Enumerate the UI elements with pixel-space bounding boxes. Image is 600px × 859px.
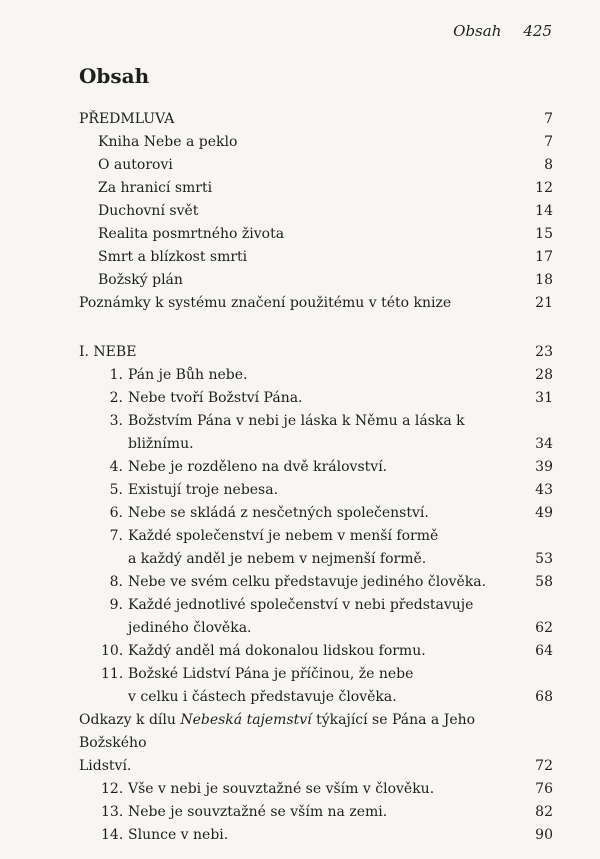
toc-entry-page: 49 <box>535 505 553 521</box>
toc-entry-page: 76 <box>535 781 553 797</box>
toc-entry-page: 31 <box>535 390 553 406</box>
toc-entry-page: 62 <box>535 620 553 636</box>
toc-entry <box>79 525 553 571</box>
toc-entry-text: I. NEBE <box>79 344 137 360</box>
toc-entry-text: týkající se Pána a Jeho Božského <box>79 712 476 751</box>
toc-entry-page: 82 <box>535 804 553 820</box>
toc-entry-text: Každý anděl má dokonalou lidskou formu. <box>128 643 426 659</box>
toc-entry-text: Lidství. <box>79 758 132 774</box>
toc-entry-text: Nebe se skládá z nesčetných společenství. <box>128 505 429 521</box>
toc-entry-text: Duchovní svět <box>98 203 199 219</box>
toc-entry-number: 10. <box>101 643 124 659</box>
toc-entry-text: O autorovi <box>98 157 173 173</box>
toc-entry-page: 8 <box>544 157 553 173</box>
toc-entry-number: 2. <box>109 390 123 406</box>
toc-entry-text: Každé společenství je nebem v menší formě <box>128 528 439 544</box>
toc-entry <box>79 479 553 502</box>
toc-entry-number: 9. <box>109 597 123 613</box>
toc-entry-text: Realita posmrtného života <box>98 226 285 242</box>
toc-entry-text: Nebe je souvztažné se vším na zemi. <box>128 804 388 820</box>
toc-entry <box>79 341 553 364</box>
toc-entry <box>79 246 553 269</box>
toc-entry-page: 64 <box>535 643 553 659</box>
page-title: Obsah <box>79 64 150 88</box>
toc-entry-text: jediného člověka. <box>128 620 252 636</box>
toc-entry-number: 12. <box>101 781 124 797</box>
toc-entry-text: PŘEDMLUVA <box>79 111 175 127</box>
toc-entry <box>79 663 553 709</box>
toc-entry-text: Slunce v nebi. <box>128 827 229 843</box>
toc-entry-text: Božstvím Pána v nebi je láska k Němu a láska k bližnímu. <box>128 413 465 452</box>
toc-entry <box>79 778 553 801</box>
toc-entry-number: 8. <box>109 574 123 590</box>
toc-entry-text: Božské Lidství Pána je příčinou, že nebe <box>128 666 414 682</box>
toc-entry-text: Existují troje nebesa. <box>128 482 279 498</box>
toc-entry <box>79 456 553 479</box>
toc-entry-text: Odkazy k dílu <box>79 712 181 728</box>
toc-entry-text: Každé jednotlivé společenství v nebi představuje <box>128 597 474 613</box>
toc-entry-page: 15 <box>535 226 553 242</box>
toc-entry <box>79 292 553 315</box>
toc-entry <box>79 177 553 200</box>
toc-entry-page: 43 <box>535 482 553 498</box>
toc-entry <box>79 131 553 154</box>
toc-entry-text: Nebe je rozděleno na dvě království. <box>128 459 388 475</box>
toc-entry-page: 12 <box>535 180 553 196</box>
toc-entry-number: 5. <box>109 482 123 498</box>
toc-entry <box>79 571 553 594</box>
toc-entry-page: 72 <box>535 758 553 774</box>
toc-entry <box>79 108 553 131</box>
toc-entry-text: Nebe ve svém celku představuje jediného člověka. <box>128 574 487 590</box>
toc-entry-page: 39 <box>535 459 553 475</box>
toc-entry-text: Smrt a blízkost smrti <box>98 249 248 265</box>
toc-entry-text: Za hranicí smrti <box>98 180 213 196</box>
toc-entry-number: 1. <box>109 367 123 383</box>
running-head-title: Obsah <box>453 22 502 40</box>
page-number: 425 <box>523 22 552 40</box>
toc-entry-number: 14. <box>101 827 124 843</box>
toc-entry-text: a každý anděl je nebem v nejmenší formě. <box>128 551 427 567</box>
running-head <box>453 22 552 40</box>
toc-entry-page: 23 <box>535 344 553 360</box>
toc-entry <box>79 364 553 387</box>
toc-entry-page: 90 <box>535 827 553 843</box>
toc-entry-page: 14 <box>535 203 553 219</box>
toc-entry-page: 7 <box>544 134 553 150</box>
toc-entry-text: Nebe tvoří Božství Pána. <box>128 390 303 406</box>
toc-entry <box>79 154 553 177</box>
toc-entry <box>79 640 553 663</box>
toc-entry <box>79 594 553 640</box>
toc-entry <box>79 223 553 246</box>
toc-entry <box>79 801 553 824</box>
table-of-contents <box>79 108 553 847</box>
toc-entry-number: 7. <box>109 528 123 544</box>
toc-entry-page: 34 <box>535 436 553 452</box>
toc-entry-text: Božský plán <box>98 272 183 288</box>
toc-entry-number: 13. <box>101 804 124 820</box>
toc-entry-text: v celku i částech představuje člověka. <box>128 689 397 705</box>
toc-entry-italic: Nebeská tajemství <box>180 712 312 728</box>
toc-entry-page: 28 <box>535 367 553 383</box>
toc-entry-text: Poznámky k systému značení použitému v této knize <box>79 295 452 311</box>
toc-entry <box>79 502 553 525</box>
toc-entry-number: 11. <box>101 666 124 682</box>
toc-entry <box>79 200 553 223</box>
toc-entry <box>79 709 553 778</box>
toc-entry-text: Vše v nebi je souvztažné se vším v člověku. <box>128 781 435 797</box>
toc-entry-number: 6. <box>109 505 123 521</box>
toc-entry <box>79 824 553 847</box>
toc-entry-page: 7 <box>544 111 553 127</box>
toc-entry-page: 21 <box>535 295 553 311</box>
toc-entry-text: Pán je Bůh nebe. <box>128 367 248 383</box>
toc-entry-page: 68 <box>535 689 553 705</box>
toc-entry-text: Kniha Nebe a peklo <box>98 134 238 150</box>
toc-entry <box>79 410 553 456</box>
toc-entry <box>79 269 553 292</box>
toc-entry-page: 17 <box>535 249 553 265</box>
toc-entry-page: 18 <box>535 272 553 288</box>
toc-entry <box>79 387 553 410</box>
toc-entry-page: 53 <box>535 551 553 567</box>
toc-entry-number: 3. <box>109 413 123 429</box>
toc-entry-page: 58 <box>535 574 553 590</box>
toc-entry-number: 4. <box>109 459 123 475</box>
